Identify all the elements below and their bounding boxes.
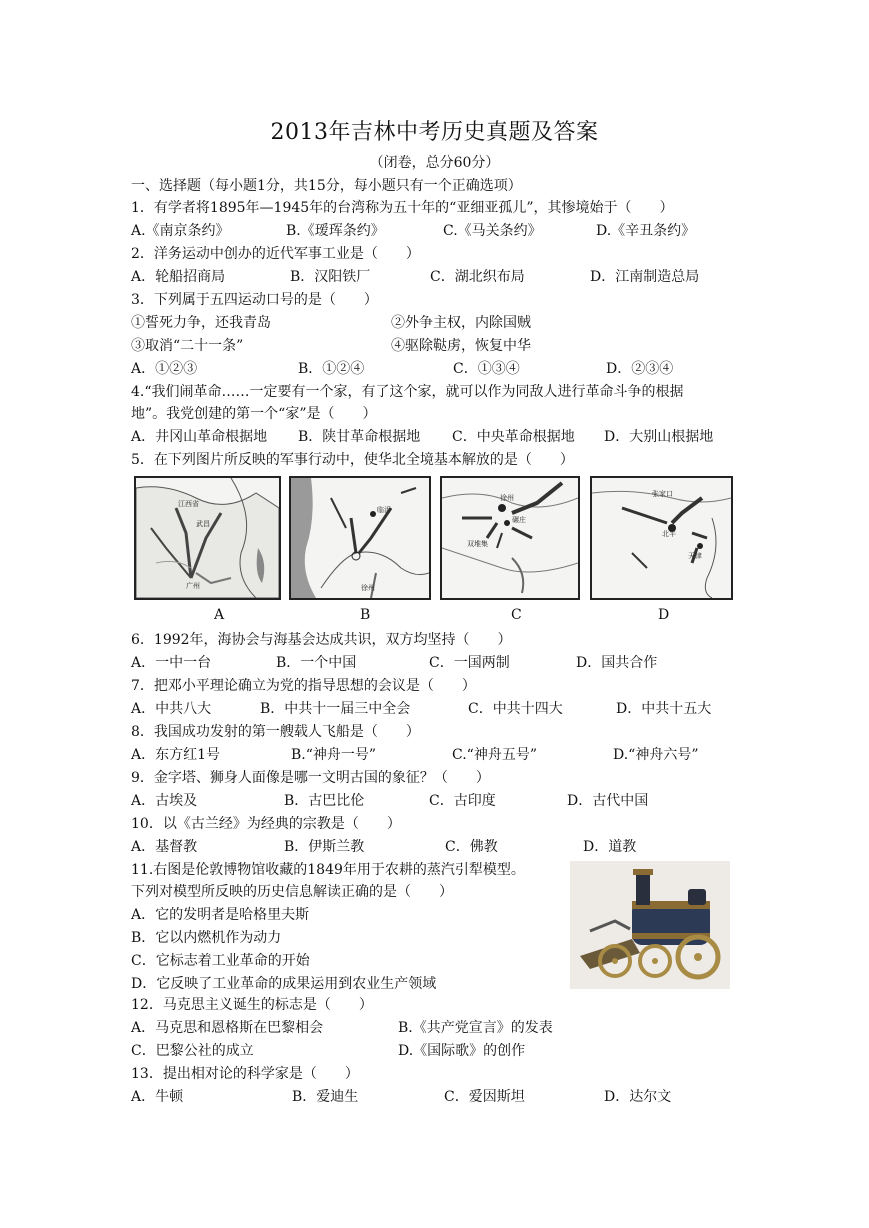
question-4-stem-line-2: 地”。我党创建的第一个“家”是（ ） bbox=[131, 406, 377, 422]
q10-option-c: C．佛教 bbox=[445, 839, 498, 855]
q4-option-d: D．大别山根据地 bbox=[604, 429, 714, 445]
q6-option-d: D．国共合作 bbox=[576, 655, 658, 671]
q10-option-a: A．基督教 bbox=[131, 839, 198, 855]
q13-option-b: B．爱迪生 bbox=[292, 1089, 359, 1105]
question-6-stem: 6．1992年，海协会与海基会达成共识，双方均坚持（ ） bbox=[131, 632, 512, 648]
q8-option-d: D.“神舟六号” bbox=[613, 747, 699, 763]
q11-option-b: B．它以内燃机作为动力 bbox=[131, 930, 282, 946]
q1-option-a: A.《南京条约》 bbox=[131, 223, 230, 239]
q9-option-c: C．古印度 bbox=[429, 793, 496, 809]
question-1-stem: 1．有学者将1895年—1945年的台湾称为五十年的“亚细亚孤儿”，其惨境始于（ ） bbox=[131, 200, 674, 216]
q7-option-d: D．中共十五大 bbox=[616, 701, 712, 717]
question-8-stem: 8．我国成功发射的第一艘载人飞船是（ ） bbox=[131, 724, 420, 740]
map-a-figure bbox=[136, 478, 279, 598]
map-c-label-1: 徐州 bbox=[500, 494, 514, 502]
q1-option-c: C.《马关条约》 bbox=[443, 223, 542, 239]
q3-option-d: D．②③④ bbox=[606, 361, 674, 377]
q7-option-c: C．中共十四大 bbox=[468, 701, 563, 717]
q10-option-b: B．伊斯兰教 bbox=[284, 839, 365, 855]
q12-option-a: A．马克思和恩格斯在巴黎相会 bbox=[131, 1020, 324, 1036]
map-c bbox=[440, 476, 580, 600]
q3-option-b: B．①②④ bbox=[298, 361, 365, 377]
q9-option-d: D．古代中国 bbox=[567, 793, 649, 809]
q6-option-c: C．一国两制 bbox=[429, 655, 510, 671]
q11-option-a: A．它的发明者是哈格里夫斯 bbox=[131, 907, 310, 923]
q8-option-b: B.“神舟一号” bbox=[291, 747, 377, 763]
map-c-label-3: 双堆集 bbox=[467, 540, 488, 548]
map-d-label-2: 天津 bbox=[688, 552, 702, 560]
question-9-stem: 9．金字塔、狮身人面像是哪一文明古国的象征？（ ） bbox=[131, 770, 490, 786]
q9-option-b: B．古巴比伦 bbox=[284, 793, 365, 809]
map-a-label-3: 广州 bbox=[186, 582, 200, 590]
question-5-stem: 5．在下列图片所反映的军事行动中，使华北全境基本解放的是（ ） bbox=[131, 452, 574, 468]
q2-option-a: A．轮船招商局 bbox=[131, 269, 226, 285]
question-7-stem: 7．把邓小平理论确立为党的指导思想的会议是（ ） bbox=[131, 678, 476, 694]
question-3-stem: 3．下列属于五四运动口号的是（ ） bbox=[131, 292, 378, 308]
q4-option-c: C．中央革命根据地 bbox=[452, 429, 575, 445]
map-label-c: C bbox=[511, 607, 522, 623]
q1-option-d: D.《辛丑条约》 bbox=[596, 223, 696, 239]
steam-plough-model-image bbox=[570, 861, 730, 989]
map-d-label-1: 北平 bbox=[662, 530, 676, 538]
q9-option-a: A．古埃及 bbox=[131, 793, 198, 809]
q2-option-c: C．湖北织布局 bbox=[430, 269, 525, 285]
question-13-stem: 13．提出相对论的科学家是（ ） bbox=[131, 1066, 359, 1082]
q1-option-b: B.《瑷珲条约》 bbox=[286, 223, 385, 239]
q13-option-d: D．达尔文 bbox=[604, 1089, 672, 1105]
q6-option-a: A．一中一台 bbox=[131, 655, 212, 671]
q3-statement-1: ①誓死力争，还我青岛 bbox=[131, 315, 271, 331]
q8-option-c: C.“神舟五号” bbox=[452, 747, 537, 763]
q11-option-c: C．它标志着工业革命的开始 bbox=[131, 953, 310, 969]
q4-option-a: A．井冈山革命根据地 bbox=[131, 429, 268, 445]
map-d bbox=[590, 476, 733, 600]
map-c-label-2: 碾庄 bbox=[512, 516, 526, 524]
map-a-label-2: 武昌 bbox=[196, 520, 210, 528]
page-subtitle: （闭卷，总分60分） bbox=[369, 155, 500, 171]
q12-option-b: B.《共产党宣言》的发表 bbox=[398, 1020, 553, 1036]
q10-option-d: D．道教 bbox=[583, 839, 637, 855]
map-a-label-1: 江西省 bbox=[178, 500, 199, 508]
q3-option-a: A．①②③ bbox=[131, 361, 198, 377]
map-b-label-2: 徐州 bbox=[361, 584, 375, 592]
q8-option-a: A．东方红1号 bbox=[131, 747, 221, 763]
map-label-a: A bbox=[214, 607, 225, 623]
steam-plough-model-photo bbox=[570, 861, 730, 989]
q6-option-b: B．一个中国 bbox=[276, 655, 357, 671]
q2-option-d: D．江南制造总局 bbox=[590, 269, 700, 285]
map-d-label-3: 张家口 bbox=[652, 490, 673, 498]
map-label-b: B bbox=[360, 607, 371, 623]
map-b-label-1: 临沂 bbox=[377, 506, 391, 514]
map-b-figure bbox=[291, 478, 429, 598]
q4-option-b: B．陕甘革命根据地 bbox=[298, 429, 421, 445]
question-12-stem: 12．马克思主义诞生的标志是（ ） bbox=[131, 997, 373, 1013]
question-2-stem: 2．洋务运动中创办的近代军事工业是（ ） bbox=[131, 246, 420, 262]
q7-option-b: B．中共十一届三中全会 bbox=[260, 701, 411, 717]
page-title: 2013年吉林中考历史真题及答案 bbox=[270, 120, 599, 145]
q2-option-b: B．汉阳铁厂 bbox=[290, 269, 371, 285]
question-4-stem-line-1: 4.“我们闹革命……一定要有一个家，有了这个家，就可以作为同敌人进行革命斗争的根据 bbox=[131, 384, 684, 400]
q3-statement-2: ②外争主权，内除国贼 bbox=[391, 315, 531, 331]
map-a bbox=[134, 476, 281, 600]
question-10-stem: 10．以《古兰经》为经典的宗教是（ ） bbox=[131, 816, 401, 832]
q11-option-d: D．它反映了工业革命的成果运用到农业生产领域 bbox=[131, 976, 437, 992]
map-label-d: D bbox=[658, 607, 670, 623]
q12-option-d: D.《国际歌》的创作 bbox=[398, 1043, 526, 1059]
q3-statement-4: ④驱除鞑虏，恢复中华 bbox=[391, 338, 531, 354]
map-d-figure bbox=[592, 478, 731, 598]
map-c-figure bbox=[442, 478, 578, 598]
q7-option-a: A．中共八大 bbox=[131, 701, 212, 717]
q3-option-c: C．①③④ bbox=[453, 361, 520, 377]
question-11-stem-line-1: 11.右图是伦敦博物馆收藏的1849年用于农耕的蒸汽引犁模型。 bbox=[131, 862, 525, 878]
section-heading: 一、选择题（每小题1分，共15分，每小题只有一个正确选项） bbox=[131, 178, 522, 194]
question-11-stem-line-2: 下列对模型所反映的历史信息解读正确的是（ ） bbox=[131, 884, 453, 900]
q13-option-c: C．爱因斯坦 bbox=[444, 1089, 525, 1105]
q12-option-c: C．巴黎公社的成立 bbox=[131, 1043, 254, 1059]
q13-option-a: A．牛顿 bbox=[131, 1089, 184, 1105]
q3-statement-3: ③取消“二十一条” bbox=[131, 338, 244, 354]
map-b bbox=[289, 476, 431, 600]
